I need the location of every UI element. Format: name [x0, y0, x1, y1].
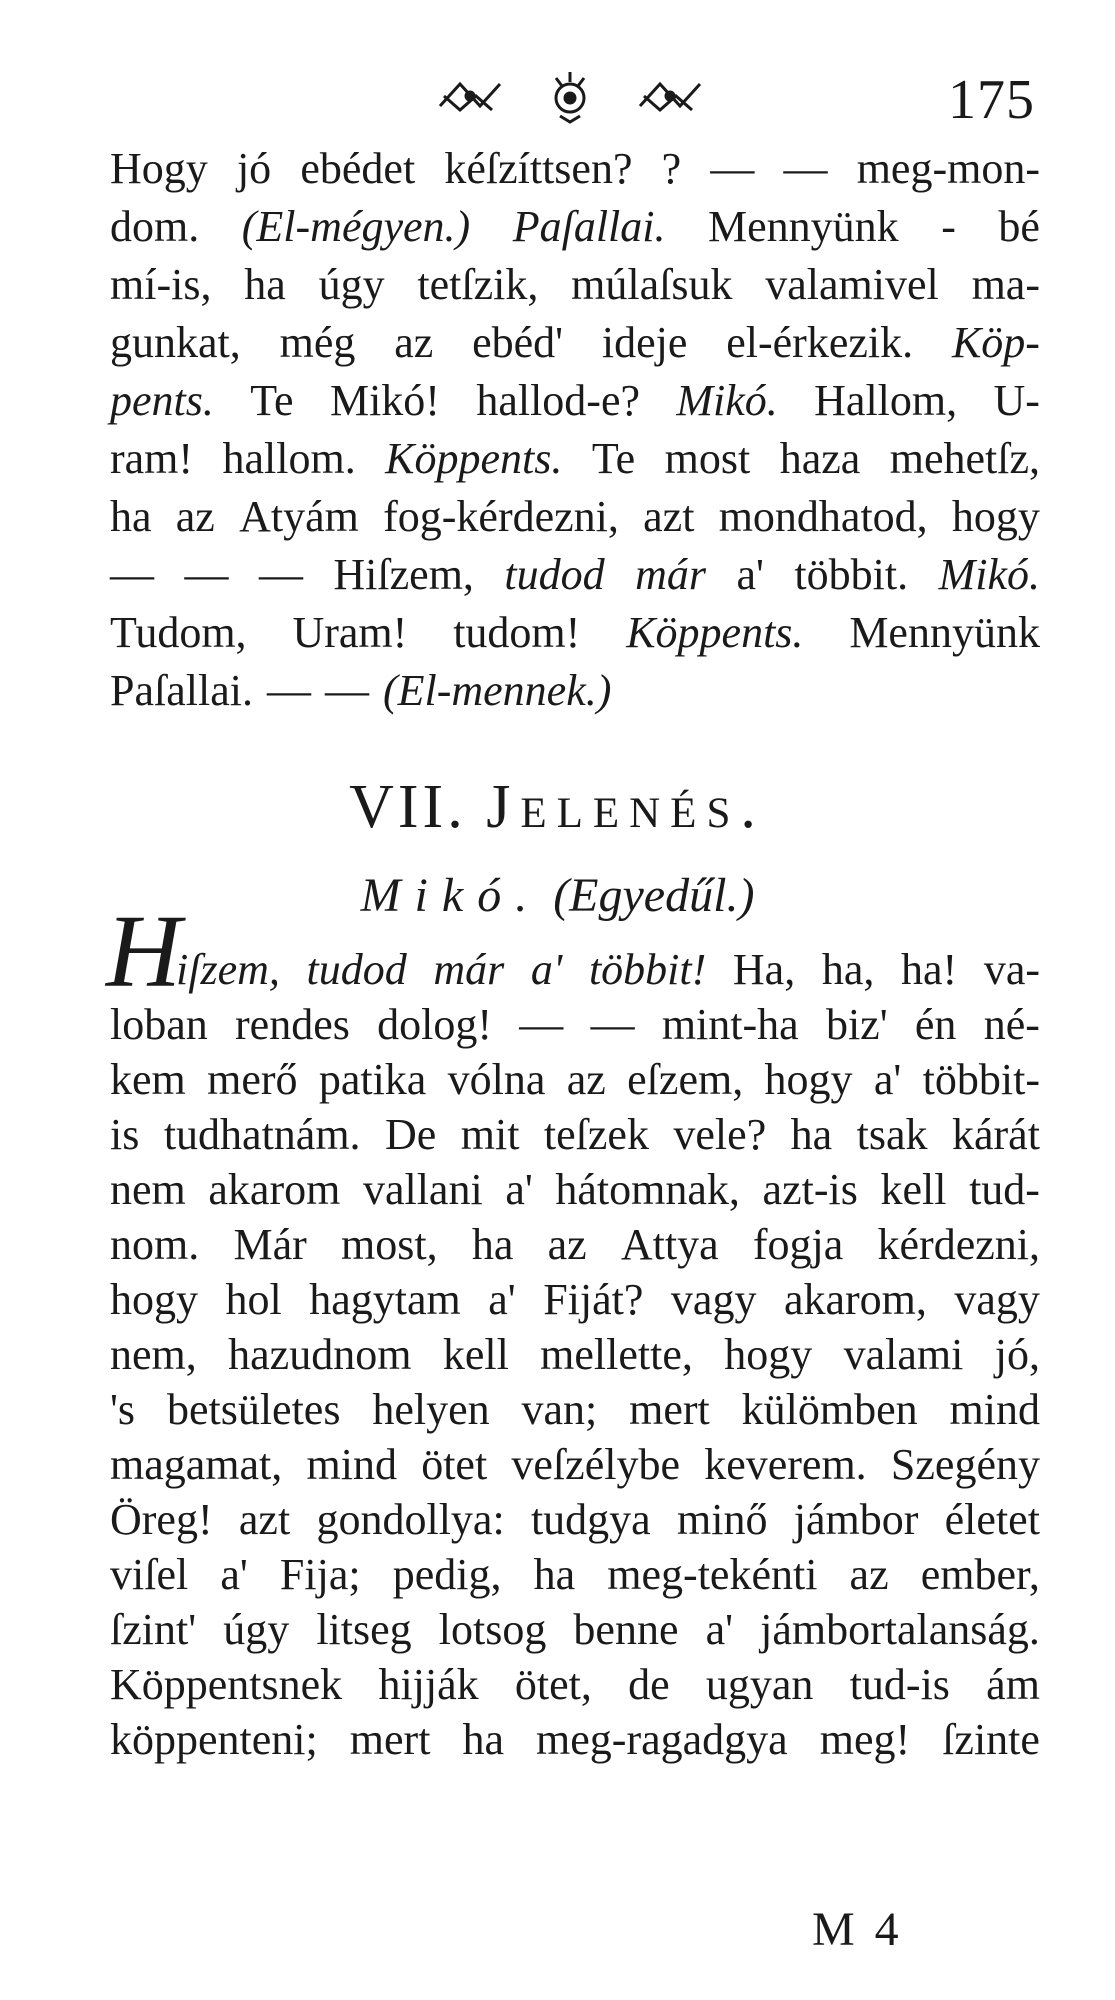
text-line: [110, 1657, 1040, 1712]
word: még: [279, 318, 356, 367]
word: kérdezni,: [877, 1220, 1040, 1269]
word: mint-ha: [661, 1000, 799, 1049]
word: úgy: [223, 1605, 290, 1654]
scene-heading: [0, 772, 1115, 843]
word: Te: [250, 376, 294, 425]
word: Te: [591, 434, 636, 483]
word: rendes: [235, 1000, 350, 1049]
word: mert: [349, 1715, 431, 1764]
text-line: [110, 1547, 1040, 1602]
word: a': [505, 1165, 533, 1214]
word: ugyan: [705, 1660, 814, 1709]
word: fogja: [752, 1220, 844, 1269]
word: Fiját?: [543, 1275, 644, 1324]
word: jámbortalanság.: [760, 1605, 1040, 1654]
word: De: [385, 1110, 437, 1159]
word: jámbor: [793, 1495, 919, 1544]
word: teſzek: [543, 1110, 649, 1159]
word: többit-: [922, 1055, 1040, 1104]
word: ha!: [901, 945, 958, 994]
word: Hogy: [110, 144, 208, 193]
word: ram!: [110, 434, 194, 483]
monologue-paragraph: [110, 942, 1040, 1767]
word: a': [705, 1605, 734, 1654]
word: a': [736, 550, 764, 599]
word: —: [710, 144, 755, 193]
word: Mennyünk: [849, 608, 1040, 657]
word: az: [394, 318, 434, 367]
word: mehetſz,: [889, 434, 1040, 483]
word: Fija;: [279, 1550, 361, 1599]
word: ha: [471, 1220, 514, 1269]
word: már: [433, 945, 505, 994]
word: Mennyünk: [708, 202, 899, 251]
word: mondhatod,: [718, 492, 928, 541]
word: most,: [341, 1220, 438, 1269]
word: valami: [843, 1330, 964, 1379]
word: valamivel: [765, 260, 939, 309]
word: el-érkezik.: [726, 318, 914, 367]
word: fog-kérdezni,: [383, 492, 619, 541]
word: azt-is: [762, 1165, 858, 1214]
word: Köppents.: [385, 434, 563, 483]
text-line: [110, 256, 1040, 314]
word: többit.: [794, 550, 909, 599]
word: Paſallai.: [512, 202, 666, 251]
word: -: [941, 202, 956, 251]
word: Mikó.: [676, 376, 778, 425]
text-line: [110, 1712, 1040, 1767]
text-line: [110, 314, 1040, 372]
word: Attya: [620, 1220, 719, 1269]
word: biz': [825, 1000, 888, 1049]
word: nem: [110, 1165, 186, 1214]
word: Tudom,: [110, 608, 247, 657]
word: helyen: [372, 1385, 490, 1434]
word: hogy: [951, 492, 1040, 541]
word: —: [110, 550, 154, 599]
word: keverem.: [704, 1440, 867, 1489]
word: kem: [110, 1055, 186, 1104]
word: ha: [462, 1715, 504, 1764]
word: pents.: [110, 376, 214, 425]
word: Mikó.: [938, 550, 1040, 599]
word: hijják: [378, 1660, 479, 1709]
word: viſel: [110, 1550, 189, 1599]
signature-mark: M 4: [812, 1903, 903, 1956]
stage-direction: (Egyedűl.): [553, 869, 755, 922]
word: patika: [318, 1055, 427, 1104]
word: hazudnom: [228, 1330, 412, 1379]
text-line: [110, 1327, 1040, 1382]
word: múlaſsuk: [571, 260, 733, 309]
text-line: [110, 1492, 1040, 1547]
word: az: [175, 492, 215, 541]
text-line: [110, 140, 1040, 198]
word: vallani: [362, 1165, 483, 1214]
text-line: [110, 1052, 1040, 1107]
word: —: [324, 666, 369, 715]
word: tsak: [856, 1110, 928, 1159]
word: ma-: [971, 260, 1040, 309]
word: külömben: [741, 1385, 918, 1434]
text-line: [110, 1382, 1040, 1437]
word: tud-is: [849, 1660, 950, 1709]
word: Uram!: [292, 608, 408, 657]
word: akarom: [208, 1165, 341, 1214]
word: Köp-: [951, 318, 1040, 367]
scene-title: Jelenés.: [486, 773, 766, 841]
text-line: [110, 1602, 1040, 1657]
text-line: [110, 546, 1040, 604]
word: Köppentsnek: [110, 1660, 343, 1709]
word: litseg: [316, 1605, 412, 1654]
text-line: [110, 430, 1040, 488]
word: —: [184, 550, 229, 599]
word: haza: [779, 434, 861, 483]
text-line: [110, 942, 1040, 997]
word: többit!: [588, 945, 707, 994]
word: Köppents.: [626, 608, 804, 657]
word: jó: [236, 144, 272, 193]
printers-ornament-icon: [430, 66, 710, 126]
text-line: [110, 662, 1040, 720]
word: pedig,: [392, 1550, 502, 1599]
word: meg-mon-: [856, 144, 1040, 193]
word: hogy: [724, 1330, 813, 1379]
text-line: [110, 372, 1040, 430]
word: veſzélybe: [511, 1440, 680, 1489]
word: is: [110, 1110, 140, 1159]
word: ſzint': [110, 1605, 197, 1654]
word: ha: [244, 260, 286, 309]
word: ebéd': [472, 318, 564, 367]
word: dom.: [110, 202, 200, 251]
dialogue-paragraph: [110, 140, 1040, 720]
word: kárát: [952, 1110, 1040, 1159]
word: betsületes: [166, 1385, 341, 1434]
word: Öreg!: [110, 1495, 213, 1544]
word: meg-tekénti: [607, 1550, 818, 1599]
word: mind: [949, 1385, 1040, 1434]
word: Szegény: [890, 1440, 1040, 1489]
word: Ha,: [732, 945, 796, 994]
page-number: 175: [948, 69, 1035, 131]
word: ám: [986, 1660, 1040, 1709]
word: tud-: [969, 1165, 1040, 1214]
scene-number: VII.: [349, 773, 467, 841]
word: ſzinte: [942, 1715, 1040, 1764]
word: azt: [643, 492, 695, 541]
text-line: [110, 1272, 1040, 1327]
word: tudhatnám.: [163, 1110, 361, 1159]
word: Atyám: [239, 492, 359, 541]
word: ha,: [821, 945, 875, 994]
word: vagy: [670, 1275, 757, 1324]
word: (El-mégyen.): [241, 202, 471, 251]
word: ötet: [421, 1440, 488, 1489]
word: —: [783, 144, 828, 193]
word: jó,: [994, 1330, 1040, 1379]
word: nom.: [110, 1220, 200, 1269]
word: ideje: [601, 318, 688, 367]
word: —: [590, 1000, 635, 1049]
word: vele?: [673, 1110, 767, 1159]
page-header: [0, 60, 1115, 130]
word: ha: [533, 1550, 576, 1599]
word: kéſzíttsen?: [444, 144, 633, 193]
word: Már: [233, 1220, 307, 1269]
word: mí-is,: [110, 260, 212, 309]
word: bé: [998, 202, 1040, 251]
text-line: [110, 198, 1040, 256]
word: ha: [110, 492, 152, 541]
text-line: [110, 1437, 1040, 1492]
word: hagytam: [309, 1275, 461, 1324]
word: —: [266, 666, 311, 715]
word: tudod: [504, 550, 605, 599]
word: ha: [790, 1110, 833, 1159]
word: de: [628, 1660, 670, 1709]
word: ember,: [920, 1550, 1040, 1599]
text-line: [110, 488, 1040, 546]
word: tudom!: [453, 608, 581, 657]
word: (El-mennek.): [382, 666, 612, 715]
word: loban: [110, 1000, 208, 1049]
word: gondollya:: [316, 1495, 505, 1544]
word: köppenteni;: [110, 1715, 318, 1764]
word: kell: [880, 1165, 947, 1214]
word: va-: [983, 945, 1040, 994]
word: mellette,: [540, 1330, 693, 1379]
word: vagy: [954, 1275, 1040, 1324]
word: ötet,: [514, 1660, 592, 1709]
word: meg-ragadgya: [536, 1715, 788, 1764]
word: hallom.: [222, 434, 356, 483]
drop-cap: H: [106, 894, 182, 1009]
word: hallod-e?: [476, 376, 641, 425]
word: kell: [442, 1330, 509, 1379]
word: dolog!: [377, 1000, 493, 1049]
word: az: [566, 1055, 606, 1104]
word: a': [220, 1550, 248, 1599]
word: Hallom,: [814, 376, 958, 425]
word: mert: [629, 1385, 710, 1434]
word: mind: [306, 1440, 397, 1489]
word: az: [849, 1550, 889, 1599]
word: akarom,: [783, 1275, 927, 1324]
word: minő: [677, 1495, 768, 1544]
word: Paſallai.: [110, 666, 253, 715]
word: —: [258, 550, 303, 599]
text-line: [110, 1107, 1040, 1162]
word: iſzem,: [176, 945, 280, 994]
word: tudod: [306, 945, 407, 994]
word: életet: [944, 1495, 1040, 1544]
word: tetſzik,: [417, 260, 539, 309]
text-line: [110, 1162, 1040, 1217]
word: magamat,: [110, 1440, 283, 1489]
word: né-: [983, 1000, 1040, 1049]
word: benne: [573, 1605, 679, 1654]
word: merő: [207, 1055, 298, 1104]
text-line: [110, 997, 1040, 1052]
word: már: [635, 550, 706, 599]
word: nem,: [110, 1330, 197, 1379]
word: meg!: [819, 1715, 911, 1764]
word: —: [519, 1000, 564, 1049]
word: tudgya: [530, 1495, 651, 1544]
word: hogy: [110, 1275, 198, 1324]
word: úgy: [318, 260, 385, 309]
word: ?: [661, 144, 682, 193]
text-line: [110, 604, 1040, 662]
word: U-: [993, 376, 1040, 425]
word: a': [530, 945, 563, 994]
word: most: [664, 434, 751, 483]
word: vólna: [447, 1055, 546, 1104]
word: hogy: [764, 1055, 853, 1104]
text-line: [110, 1217, 1040, 1272]
speaker-name: Mikó.: [360, 869, 542, 922]
word: 's: [110, 1385, 136, 1434]
word: ebédet: [300, 144, 416, 193]
word: Hiſzem,: [333, 550, 474, 599]
word: a': [488, 1275, 516, 1324]
word: a': [873, 1055, 902, 1104]
word: hol: [225, 1275, 282, 1324]
word: hátomnak,: [555, 1165, 740, 1214]
word: van;: [521, 1385, 598, 1434]
word: én: [914, 1000, 957, 1049]
word: gunkat,: [110, 318, 241, 367]
word: azt: [238, 1495, 291, 1544]
word: mit: [460, 1110, 520, 1159]
word: eſzem,: [627, 1055, 744, 1104]
word: Mikó!: [329, 376, 440, 425]
word: lotsog: [438, 1605, 547, 1654]
word: az: [547, 1220, 587, 1269]
